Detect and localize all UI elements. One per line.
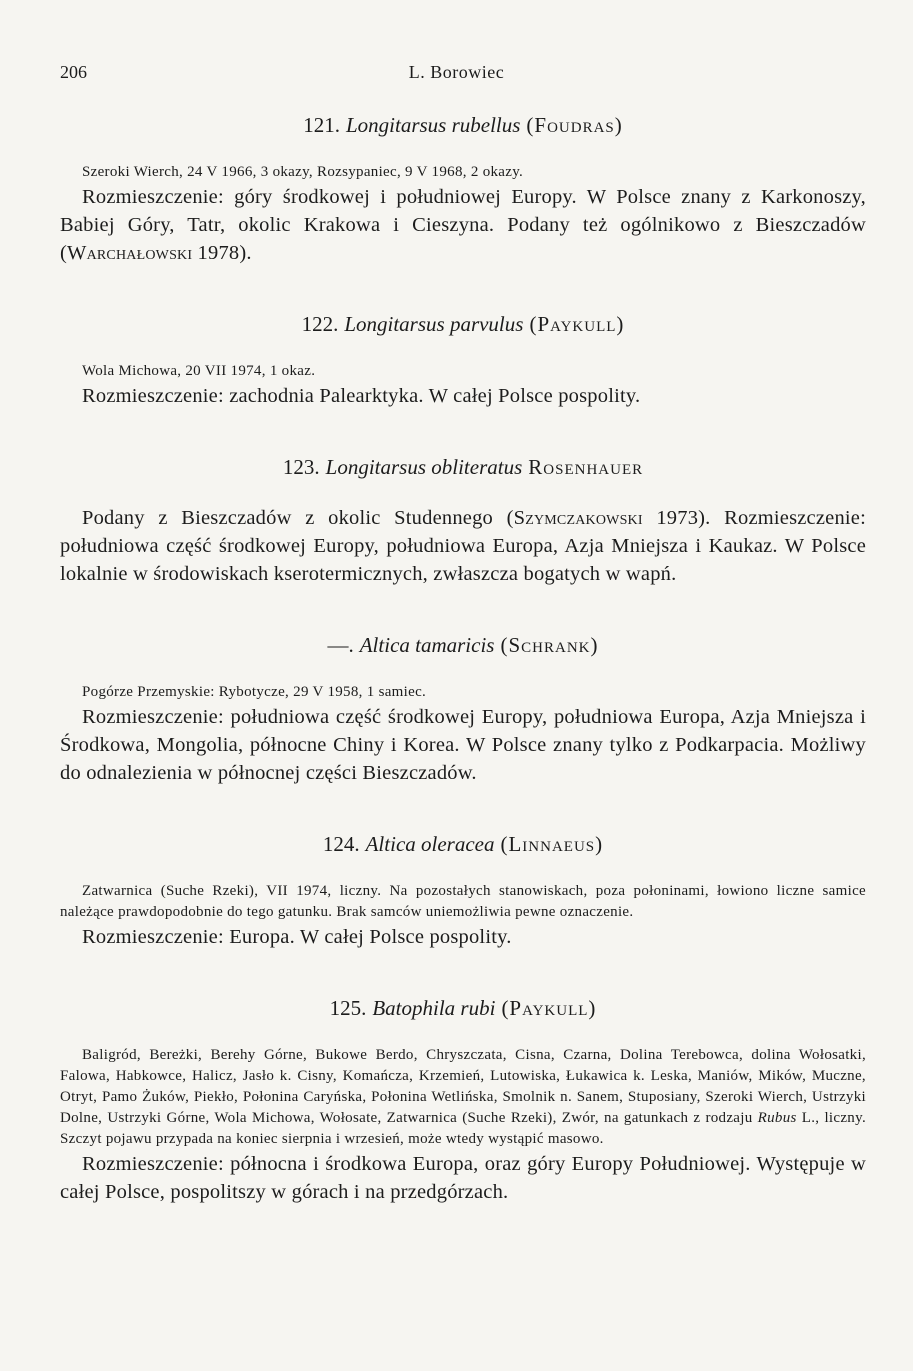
species-author: (Linnaeus) [500, 832, 604, 856]
species-author: (Foudras) [526, 113, 623, 137]
species-name: Longitarsus obliteratus [325, 455, 523, 479]
running-head: L. Borowiec [408, 62, 505, 82]
species-name: Longitarsus rubellus [345, 113, 521, 137]
entry-title-121 [60, 112, 866, 138]
localities-text: Zatwarnica (Suche Rzeki), VII 1974, liczny. Na pozostałych stanowiskach, poza połoninami, łowiono liczne samice należące prawdopodobnie do tego gatunku. Brak samców uniemożliwia pewne oznaczenie. [60, 883, 866, 920]
entry-number: 121. [303, 113, 340, 137]
species-name: Altica oleracea [365, 832, 495, 856]
page-content [60, 112, 866, 1206]
entry-number: 124. [322, 832, 360, 856]
species-name: Batophila rubi [372, 996, 496, 1020]
localities-text: Szeroki Wierch, 24 V 1966, 3 okazy, Rozsypaniec, 9 V 1968, 2 okazy. [82, 164, 524, 180]
entry-number: 125. [329, 996, 367, 1020]
distribution-text: Podany z Bieszczadów z okolic Studennego (Szymczakowski 1973). Rozmieszczenie: południowa część środkowej Europy, południowa Europa, Azja Mniejsza i Kaukaz. W Polsce lokalnie w środowiskach kserotermicznych, zwłaszcza bogatych w wapń. [60, 507, 866, 585]
entry-title-altica-tamaricis [60, 632, 866, 658]
species-author: (Paykull) [529, 312, 625, 336]
page-number: 206 [60, 62, 87, 82]
entry-title-125 [60, 995, 866, 1021]
localities-text: Baligród, Bereżki, Berehy Górne, Bukowe Berdo, Chryszczata, Cisna, Czarna, Dolina Terebowca, dolina Wołosatki, Falowa, Habkowce, Halicz, Jasło k. Cisny, Komańcza, Krzemień, Lutowiska, Łukawica k. Leska, Maniów, Mików, Muczne, Otryt, Pamo Żuków, Piekło, Połonina Caryńska, Połonina Wetlińska, Smolnik n. Sanem, Stuposiany, Szeroki Wierch, Ustrzyki Dolne, Ustrzyki Górne, Wola Michowa, Wołosate, Zatwarnica (Suche Rzeki), Zwór, na gatunkach z rodzaju Rubus L., liczny. Szczyt pojawu przypada na koniec sierpnia i wrzesień, może wtedy wystąpić masowo. [60, 1047, 866, 1147]
species-name: Altica tamaricis [359, 633, 495, 657]
distribution-text: Rozmieszczenie: południowa część środkowej Europy, południowa Europa, Azja Mniejsza i Środkowa, Mongolia, północne Chiny i Korea. W Polsce znany tylko z Podkarpacia. Możliwy do odnalezienia w północnej części Bieszczadów. [60, 706, 866, 784]
cited-author: Warchałowski [67, 242, 193, 264]
distribution-text: Rozmieszczenie: północna i środkowa Europa, oraz góry Europy Południowej. Występuje w całej Polsce, pospolitszy w górach i na przedgórzach. [60, 1153, 866, 1203]
entry-title-122 [60, 311, 866, 337]
distribution-text: Rozmieszczenie: zachodnia Palearktyka. W całej Polsce pospolity. [82, 385, 641, 407]
localities-text: Pogórze Przemyskie: Rybotycze, 29 V 1958, 1 samiec. [82, 684, 427, 700]
localities-text: Wola Michowa, 20 VII 1974, 1 okaz. [82, 363, 316, 379]
species-author: Rosenhauer [528, 455, 644, 479]
entry-title-123 [60, 454, 866, 480]
species-name: Longitarsus parvulus [344, 312, 524, 336]
species-author: (Paykull) [501, 996, 597, 1020]
species-author: (Schrank) [500, 633, 599, 657]
entry-number: —. [327, 633, 354, 657]
distribution-text: Rozmieszczenie: Europa. W całej Polsce pospolity. [82, 926, 512, 948]
entry-title-124 [60, 831, 866, 857]
distribution-text: Rozmieszczenie: góry środkowej i południowej Europy. W Polsce znany z Karkonoszy, Babiej Góry, Tatr, okolic Krakowa i Cieszyna. Podany też ogólnikowo z Bieszczadów (Warchałowski 1978). [60, 186, 866, 264]
cited-author: Szymczakowski [513, 507, 643, 529]
entry-number: 123. [282, 455, 320, 479]
genus-name: Rubus [757, 1110, 797, 1126]
entry-number: 122. [301, 312, 339, 336]
page-header [60, 62, 853, 88]
